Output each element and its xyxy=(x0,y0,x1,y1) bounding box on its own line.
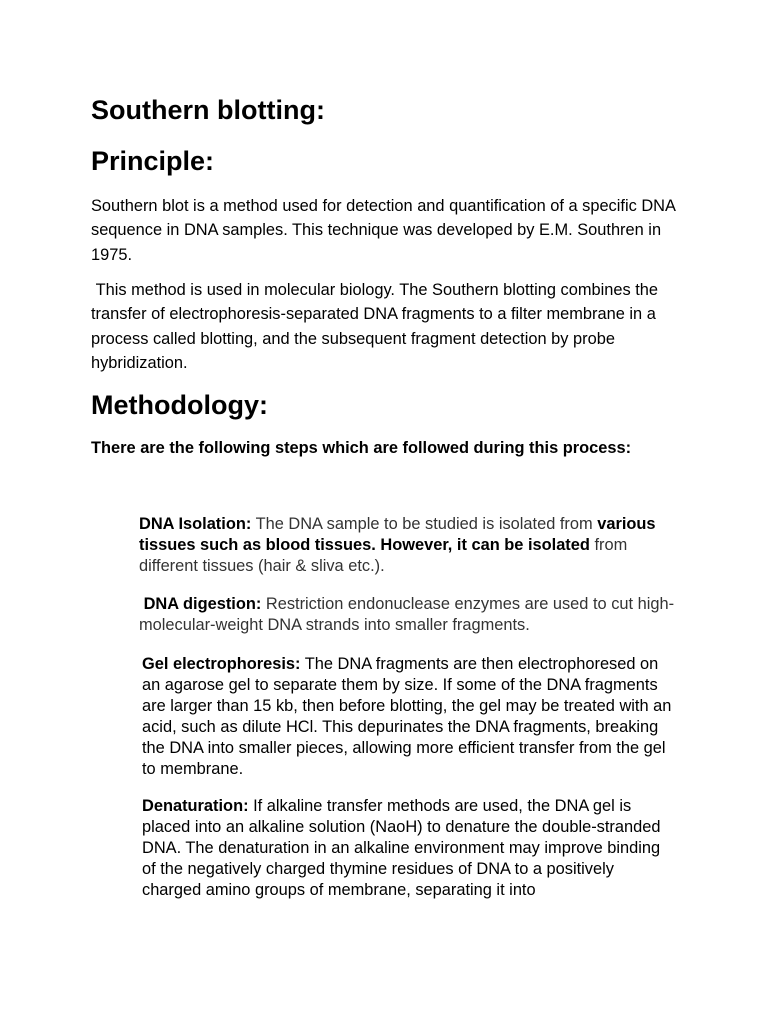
methodology-heading: Methodology: xyxy=(91,390,268,420)
methodology-intro: There are the following steps which are followed during this process: xyxy=(91,439,632,457)
step-label: DNA Isolation: xyxy=(139,515,252,533)
step-label: DNA digestion: xyxy=(139,595,262,613)
step-bold-text: various tissues such as blood tissues. However, it can be isolated xyxy=(139,515,656,554)
step-text: If alkaline transfer methods are used, the DNA gel is placed into an alkaline solution (NaoH) to denature the double-stranded DNA. The denaturation in an alkaline environment may improve binding of the negatively charged thymine residues of DNA to a positively charged amino groups of membrane, separating it into xyxy=(142,797,661,899)
principle-paragraph-2: This method is used in molecular biology. The Southern blotting combines the transfer of electrophoresis-separated DNA fragments to a filter membrane in a process called blotting, and the subsequent fragment detection by probe hybridization. xyxy=(91,281,663,372)
step-label: Denaturation: xyxy=(142,797,249,815)
step-label: Gel electrophoresis: xyxy=(142,655,301,673)
principle-paragraph-1: Southern blot is a method used for detection and quantification of a specific DNA sequence in DNA samples. This technique was developed by E.M. Southren in 1975. xyxy=(91,197,676,264)
step-text: The DNA fragments are then electrophoresed on an agarose gel to separate them by size. If some of the DNA fragments are larger than 15 kb, then before blotting, the gel may be treated with an acid, such as dilute HCl. This depurinates the DNA fragments, breaking the DNA into smaller pieces, allowing more efficient transfer from the gel to membrane. xyxy=(142,655,672,778)
principle-heading: Principle: xyxy=(91,146,215,176)
step-dna-digestion xyxy=(139,594,679,636)
step-text: from different tissues (hair & sliva etc.). xyxy=(139,536,628,575)
step-text: Restriction endonuclease enzymes are used to cut high-molecular-weight DNA strands into smaller fragments. xyxy=(139,595,675,634)
step-denaturation xyxy=(142,796,677,901)
step-gel-electrophoresis xyxy=(142,654,677,780)
page-title: Southern blotting: xyxy=(91,95,325,125)
step-text: The DNA sample to be studied is isolated from xyxy=(251,515,598,533)
step-dna-isolation xyxy=(139,514,679,577)
